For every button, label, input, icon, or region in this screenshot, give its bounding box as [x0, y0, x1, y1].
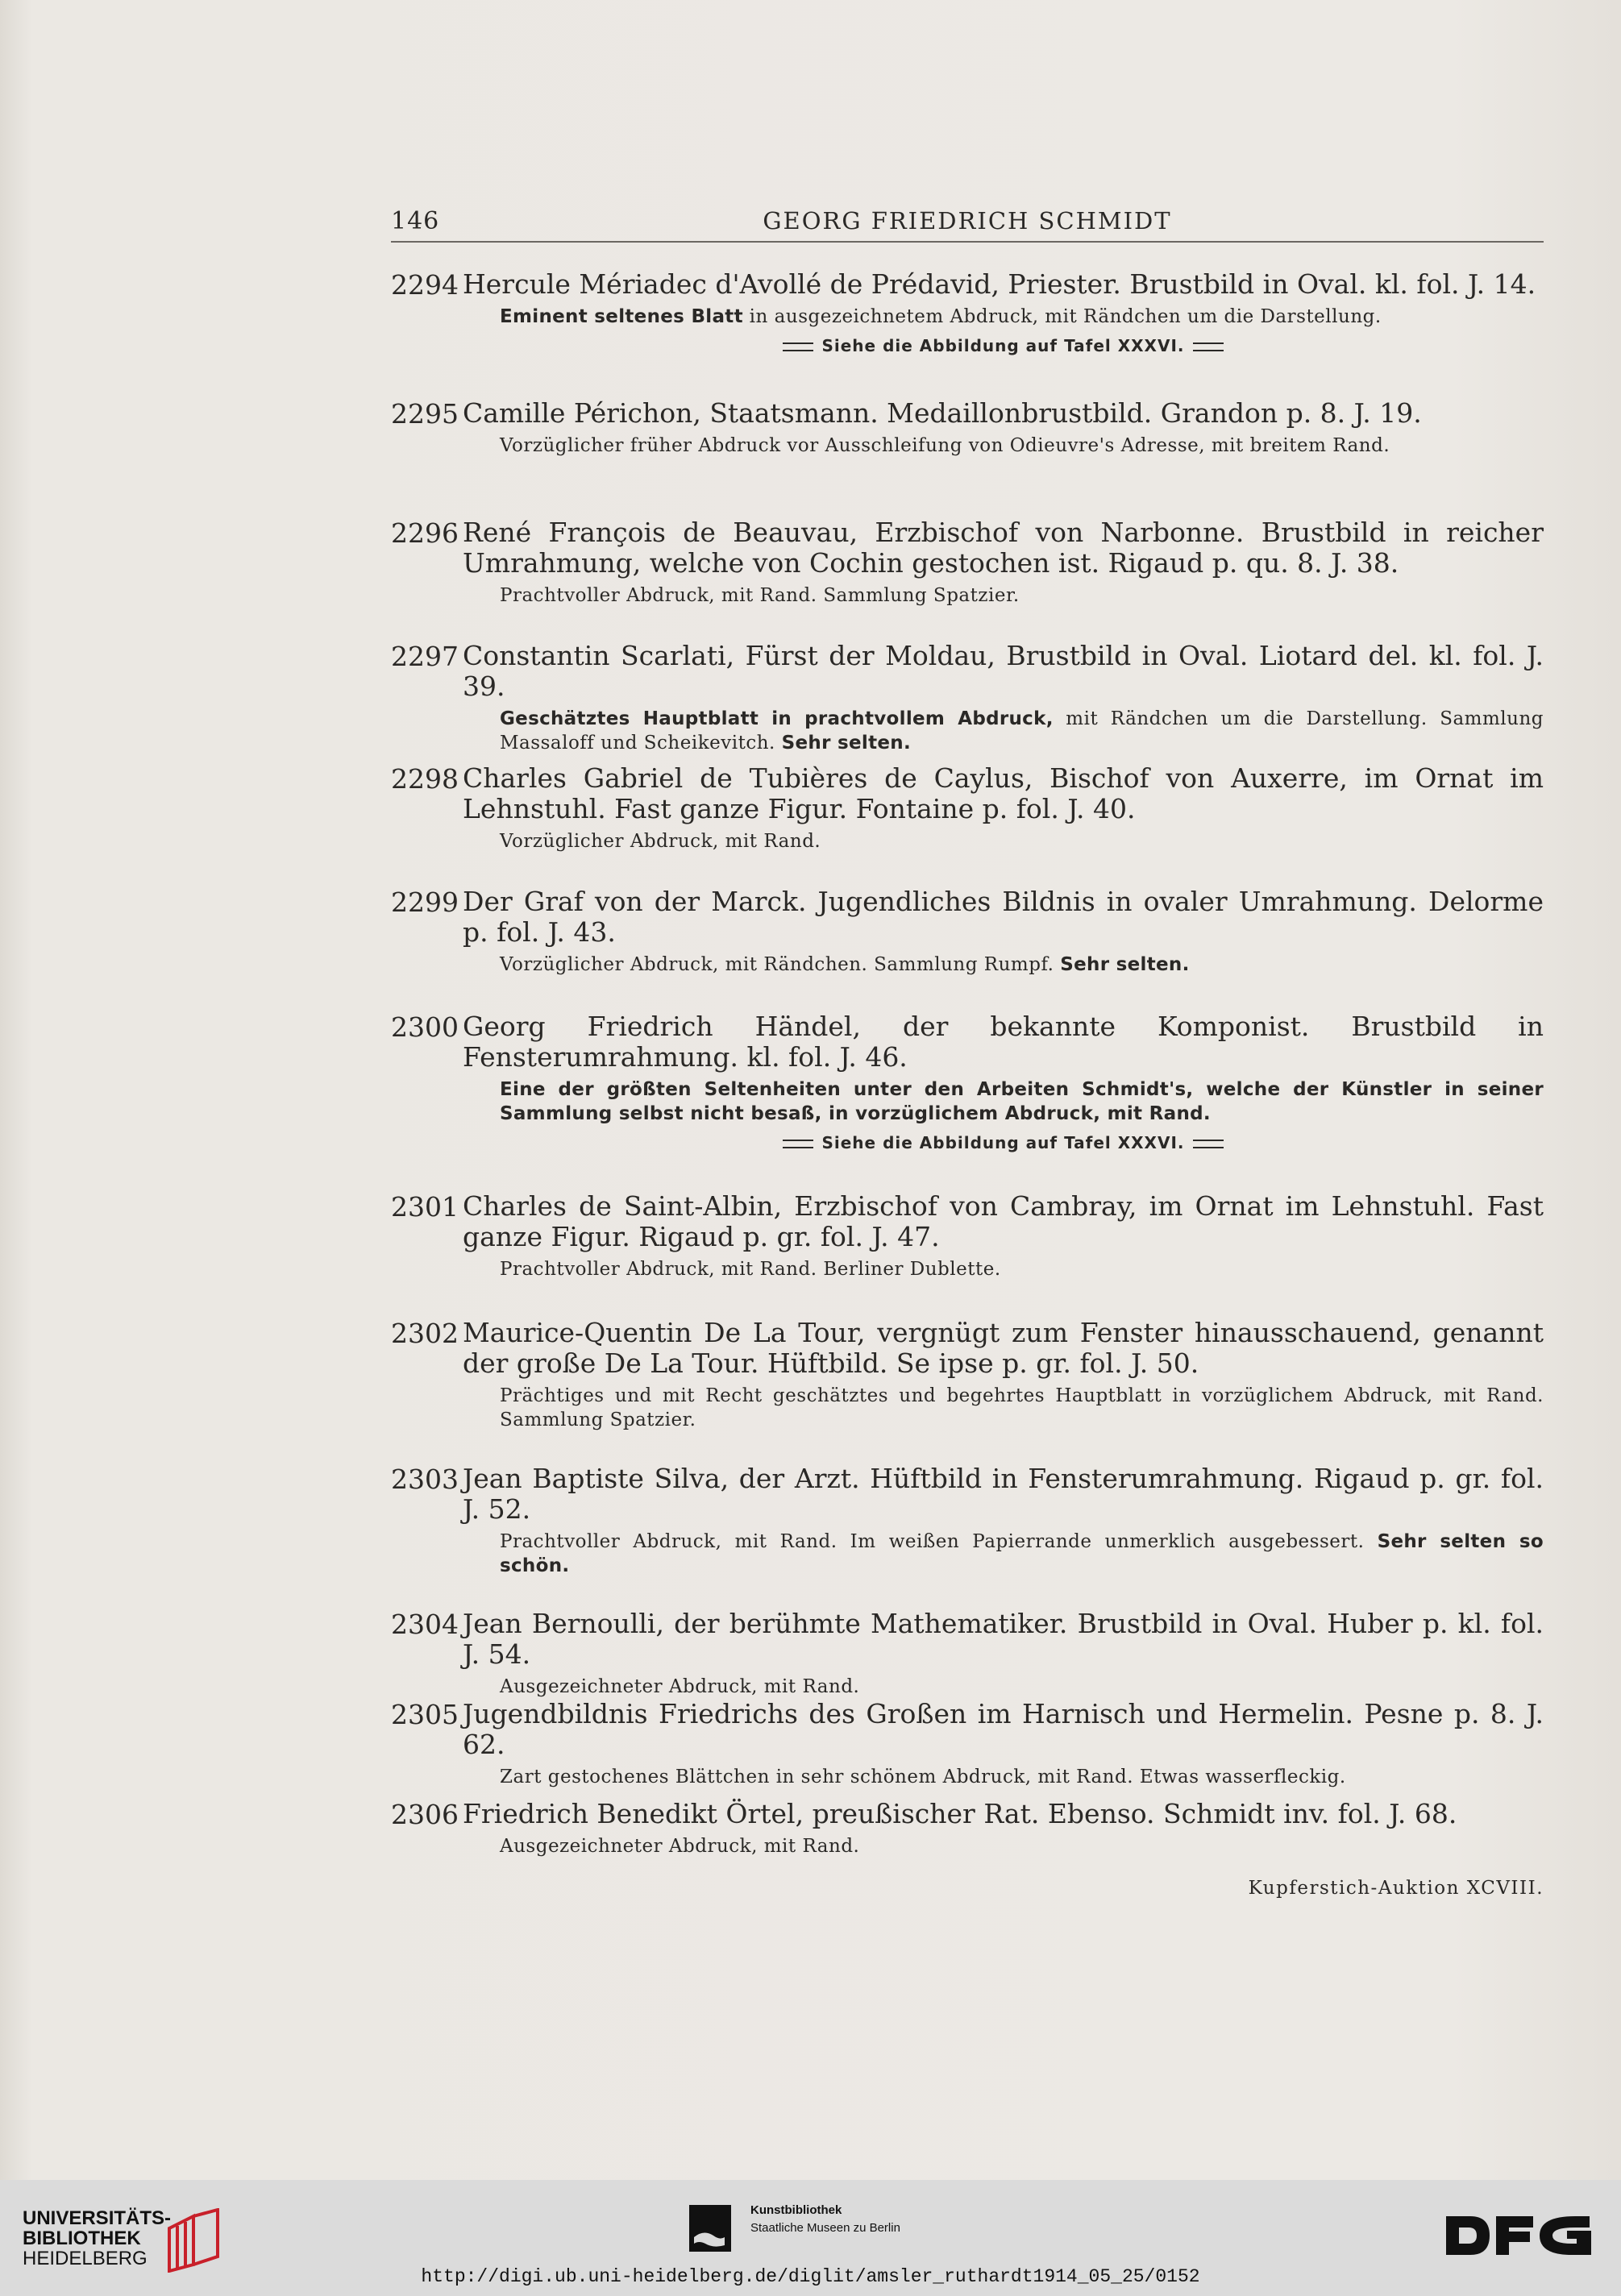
entry-title: Friedrich Benedikt Örtel, preußischer Rat. Ebenso. Schmidt inv. fol. J. 68. — [463, 1798, 1457, 1829]
catalog-entry — [391, 1699, 1544, 1789]
entry-note: Vorzüglicher früher Abdruck vor Ausschleifung von Odieuvre's Adresse, mit breitem Rand. — [500, 435, 1390, 456]
entry-title: Hercule Mériadec d'Avollé de Prédavid, Priester. Brustbild in Oval. kl. fol. J. 14. — [463, 268, 1536, 300]
entry-note — [500, 1530, 1544, 1578]
entry-note: Prachtvoller Abdruck, mit Rand. Sammlung Spatzier. — [500, 585, 1020, 606]
entry-title: Charles Gabriel de Tubières de Caylus, Bischof von Auxerre, im Ornat im Lehnstuhl. Fast ganze Figur. Fontaine p. fol. J. 40. — [463, 762, 1544, 824]
catalog-entry — [391, 886, 1544, 977]
note-text: mit Rändchen um die Darstellung. Sammlung Massaloff und Scheikevitch. — [500, 708, 1544, 754]
plate-reference-text: Siehe die Abbildung auf Tafel XXXVI. — [821, 1133, 1185, 1152]
entry-note — [500, 1077, 1544, 1126]
entry-number: 2296 — [391, 517, 459, 549]
entry-note: Zart gestochenes Blättchen in sehr schönem Abdruck, mit Rand. Etwas wasserfleckig. — [500, 1767, 1346, 1787]
page-number: 146 — [391, 207, 440, 235]
library-name — [23, 2208, 171, 2269]
library-name-line: UNIVERSITÄTS- — [23, 2207, 172, 2229]
catalog-entry — [391, 1191, 1544, 1281]
dfg-logo[interactable] — [1443, 2207, 1596, 2265]
entry-note — [500, 953, 1544, 977]
entry-number: 2306 — [391, 1799, 459, 1830]
entry-note: Ausgezeichneter Abdruck, mit Rand. — [500, 1676, 860, 1697]
eagle-icon — [689, 2205, 731, 2252]
catalog-entry — [391, 641, 1544, 755]
entry-number: 2295 — [391, 398, 459, 430]
plate-reference — [463, 1132, 1544, 1153]
book-stack-icon — [161, 2208, 234, 2273]
catalog-entry — [391, 398, 1544, 458]
university-library-logo[interactable] — [23, 2208, 232, 2273]
double-rule-icon — [783, 343, 813, 351]
note-emphasis: Eine der größten Seltenheiten unter den Arbeiten Schmidt's, welche der Künstler in seiner Sammlung selbst nicht besaß, in vorzüglichem Abdruck, mit Rand. — [500, 1079, 1544, 1124]
double-rule-icon — [1193, 1140, 1224, 1148]
entry-number: 2303 — [391, 1464, 459, 1495]
entry-number: 2294 — [391, 269, 459, 301]
kunstbibliothek-subtitle: Staatliche Museen zu Berlin — [750, 2221, 900, 2235]
note-text: Prachtvoller Abdruck, mit Rand. Im weißen Papierrande unmerklich ausgebessert. — [500, 1531, 1378, 1552]
entry-title: Constantin Scarlati, Fürst der Moldau, Brustbild in Oval. Liotard del. kl. fol. J. 39. — [463, 640, 1544, 702]
catalog-entry — [391, 269, 1544, 356]
entry-title: Maurice-Quentin De La Tour, vergnügt zum Fenster hinausschauend, genannt der große De La Tour. Hüftbild. Se ipse p. gr. fol. J. 50. — [463, 1317, 1544, 1379]
library-name-line: HEIDELBERG — [23, 2248, 148, 2269]
entry-note: Vorzüglicher Abdruck, mit Rand. — [500, 831, 821, 852]
auction-label: Kupferstich-Auktion XCVIII. — [1248, 1878, 1544, 1899]
note-text: Vorzüglicher Abdruck, mit Rändchen. Sammlung Rumpf. — [500, 954, 1061, 975]
entry-note — [500, 305, 1544, 329]
entry-note: Prächtiges und mit Recht geschätztes und begehrtes Hauptblatt in vorzüglichem Abdruck, mit Rand. Sammlung Spatzier. — [500, 1385, 1544, 1430]
catalog-entry — [391, 517, 1544, 608]
running-title: GEORG FRIEDRICH SCHMIDT — [763, 207, 1172, 235]
entry-number: 2300 — [391, 1011, 459, 1043]
note-emphasis: Eminent seltenes Blatt — [500, 306, 743, 327]
entry-title: Jean Baptiste Silva, der Arzt. Hüftbild in Fensterumrahmung. Rigaud p. gr. fol. J. 52. — [463, 1463, 1544, 1525]
plate-reference — [463, 335, 1544, 356]
kunstbibliothek-name: Kunstbibliothek — [750, 2203, 842, 2217]
entry-note: Ausgezeichneter Abdruck, mit Rand. — [500, 1836, 860, 1857]
note-emphasis: Sehr selten. — [781, 733, 912, 754]
page-header — [391, 206, 1544, 243]
entry-note: Prachtvoller Abdruck, mit Rand. Berliner Dublette. — [500, 1259, 1001, 1280]
entry-title: Charles de Saint-Albin, Erzbischof von Cambray, im Ornat im Lehnstuhl. Fast ganze Figur. Rigaud p. gr. fol. J. 47. — [463, 1190, 1544, 1252]
entry-note — [500, 707, 1544, 755]
entry-number: 2297 — [391, 641, 459, 672]
note-text: in ausgezeichnetem Abdruck, mit Rändchen um die Darstellung. — [742, 306, 1382, 327]
entry-title: Camille Périchon, Staatsmann. Medaillonbrustbild. Grandon p. 8. J. 19. — [463, 397, 1422, 429]
entry-number: 2304 — [391, 1609, 459, 1640]
catalog-entry — [391, 1318, 1544, 1432]
note-emphasis: Geschätztes Hauptblatt in prachtvollem Abdruck, — [500, 708, 1054, 729]
double-rule-icon — [783, 1140, 813, 1148]
entry-number: 2302 — [391, 1318, 459, 1349]
plate-reference-text: Siehe die Abbildung auf Tafel XXXVI. — [821, 336, 1185, 355]
double-rule-icon — [1193, 343, 1224, 351]
entry-number: 2305 — [391, 1699, 459, 1730]
entry-title: Georg Friedrich Händel, der bekannte Komponist. Brustbild in Fensterumrahmung. kl. fol. J. 46. — [463, 1011, 1544, 1073]
library-name-line: BIBLIOTHEK — [23, 2227, 141, 2249]
entry-title: René François de Beauvau, Erzbischof von Narbonne. Brustbild in reicher Umrahmung, welche von Cochin gestochen ist. Rigaud p. qu. 8. J. 38. — [463, 517, 1544, 579]
entry-number: 2301 — [391, 1191, 459, 1223]
permalink-url[interactable]: http://digi.ub.uni-heidelberg.de/diglit/amsler_ruthardt1914_05_25/0152 — [421, 2266, 1200, 2287]
kunstbibliothek-text — [750, 2202, 900, 2237]
catalog-entry — [391, 1799, 1544, 1858]
catalog-entry — [391, 763, 1544, 853]
entry-number: 2298 — [391, 763, 459, 795]
note-emphasis: Sehr selten so schön. — [500, 1531, 1544, 1576]
kunstbibliothek-logo[interactable] — [689, 2200, 955, 2257]
entry-title: Jean Bernoulli, der berühmte Mathematiker. Brustbild in Oval. Huber p. kl. fol. J. 54. — [463, 1608, 1544, 1670]
entry-number: 2299 — [391, 886, 459, 918]
note-emphasis: Sehr selten. — [1060, 954, 1190, 975]
entry-title: Jugendbildnis Friedrichs des Großen im Harnisch und Hermelin. Pesne p. 8. J. 62. — [463, 1698, 1544, 1760]
entry-title: Der Graf von der Marck. Jugendliches Bildnis in ovaler Umrahmung. Delorme p. fol. J. 43. — [463, 886, 1544, 948]
catalog-entry — [391, 1609, 1544, 1699]
catalog-entry — [391, 1011, 1544, 1153]
catalog-entry — [391, 1464, 1544, 1578]
